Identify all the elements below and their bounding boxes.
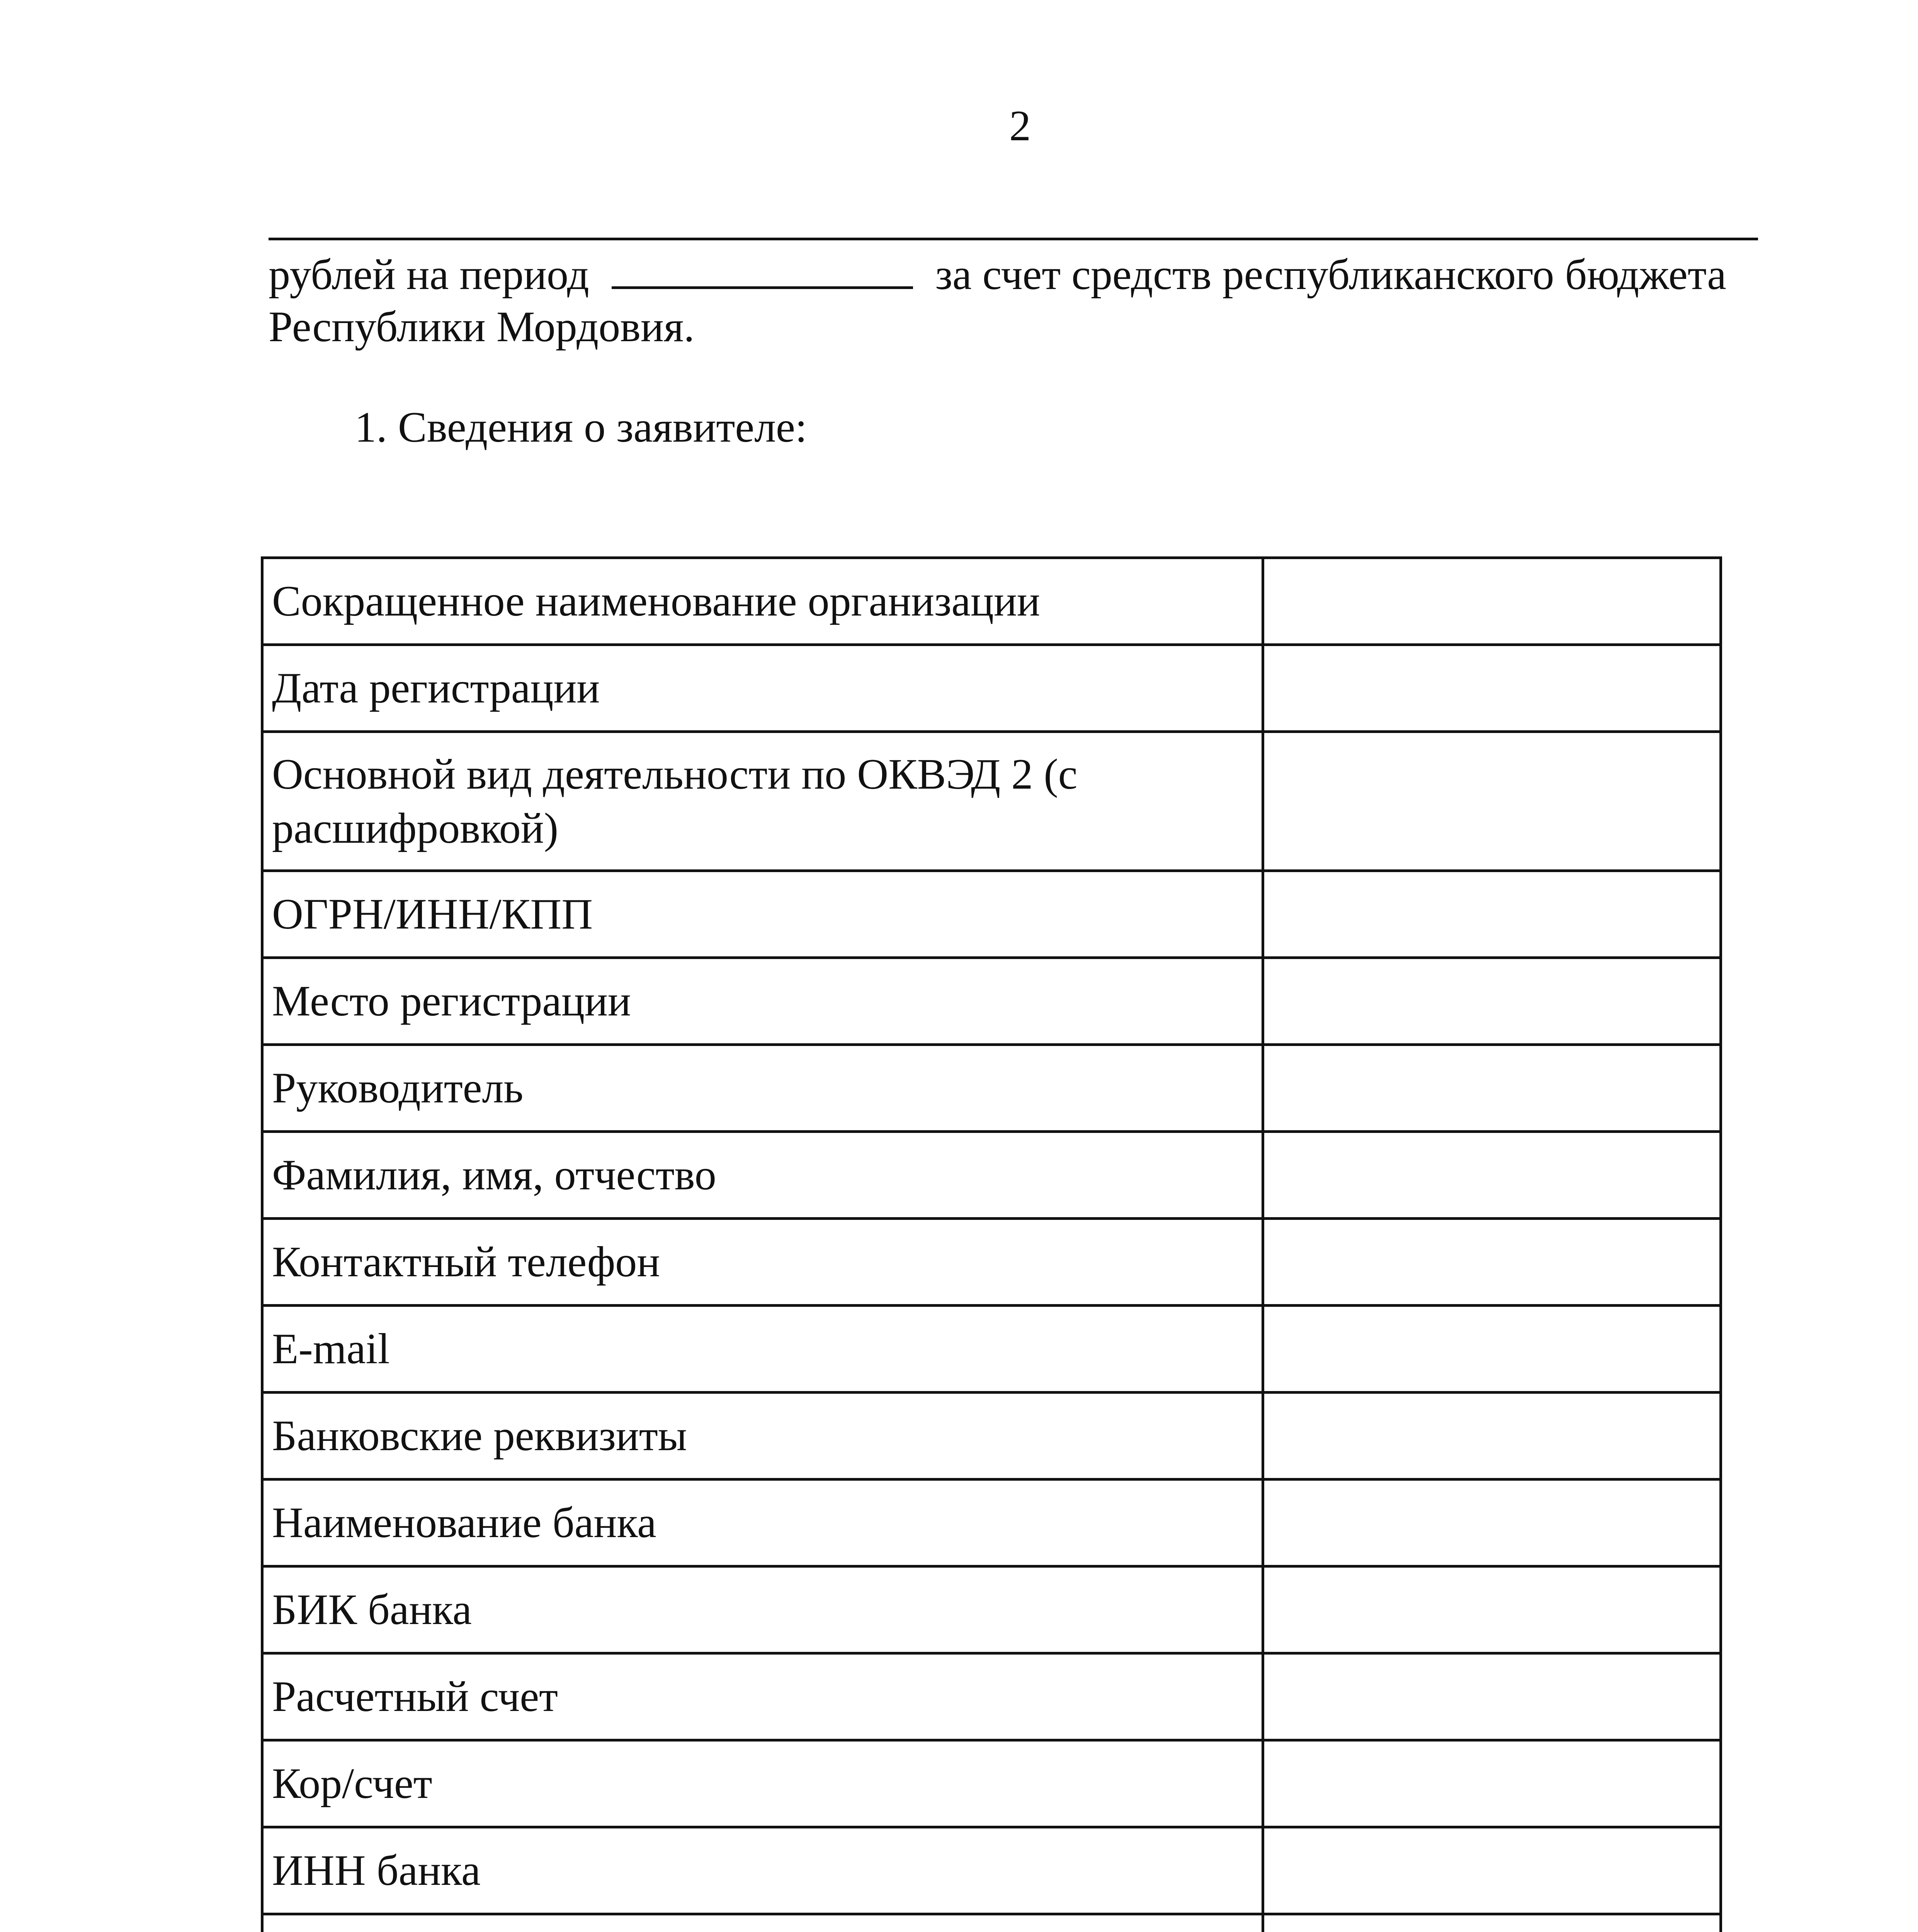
page-number: 2 <box>1009 102 1031 150</box>
table-row <box>262 958 1721 1045</box>
table-row <box>262 1914 1721 1932</box>
field-value[interactable] <box>1263 1914 1721 1932</box>
table-row <box>262 1740 1721 1827</box>
field-label: Расчетный счет <box>262 1653 1263 1740</box>
field-value[interactable] <box>1263 958 1721 1045</box>
field-label: Место регистрации <box>262 958 1263 1045</box>
field-value[interactable] <box>1263 1393 1721 1480</box>
table-row <box>262 1827 1721 1914</box>
table-row <box>262 1653 1721 1740</box>
field-value[interactable] <box>1263 732 1721 871</box>
table-row <box>262 645 1721 732</box>
table-row <box>262 1480 1721 1566</box>
field-label: E-mail <box>262 1306 1263 1393</box>
field-label: Руководитель <box>262 1045 1263 1132</box>
period-line <box>269 251 1726 299</box>
field-value[interactable] <box>1263 1827 1721 1914</box>
section1-heading: 1. Сведения о заявителе: <box>355 403 807 451</box>
field-label: Фамилия, имя, отчество <box>262 1132 1263 1219</box>
field-value[interactable] <box>1263 1740 1721 1827</box>
field-label: БИК банка <box>262 1566 1263 1653</box>
table-row <box>262 871 1721 958</box>
field-label: ОГРН/ИНН/КПП <box>262 871 1263 958</box>
field-label: Контактный телефон <box>262 1219 1263 1306</box>
field-label: Основной вид деятельности по ОКВЭД 2 (с расшифровкой) <box>262 732 1263 871</box>
field-value[interactable] <box>1263 1480 1721 1566</box>
republic-line: Республики Мордовия. <box>269 303 695 351</box>
field-label <box>262 1914 1263 1932</box>
table-row <box>262 732 1721 871</box>
amount-blank-line <box>269 238 1758 240</box>
table-row <box>262 558 1721 645</box>
field-value[interactable] <box>1263 1045 1721 1132</box>
table-row <box>262 1393 1721 1480</box>
field-value[interactable] <box>1263 1132 1721 1219</box>
field-label: ИНН банка <box>262 1827 1263 1914</box>
period-blank <box>612 255 913 289</box>
table-row <box>262 1306 1721 1393</box>
field-value[interactable] <box>1263 871 1721 958</box>
field-value[interactable] <box>1263 1566 1721 1653</box>
field-value[interactable] <box>1263 1653 1721 1740</box>
field-label: Банковские реквизиты <box>262 1393 1263 1480</box>
table-row <box>262 1045 1721 1132</box>
field-label: Сокращенное наименование организации <box>262 558 1263 645</box>
field-value[interactable] <box>1263 1219 1721 1306</box>
field-label: Дата регистрации <box>262 645 1263 732</box>
applicant-info-table <box>261 556 1722 1932</box>
period-label: рублей на период <box>269 251 589 299</box>
table-row <box>262 1566 1721 1653</box>
field-value[interactable] <box>1263 558 1721 645</box>
field-label: Наименование банка <box>262 1480 1263 1566</box>
funding-source-text: за счет средств республиканского бюджета <box>935 251 1726 299</box>
field-label: Кор/счет <box>262 1740 1263 1827</box>
table-row <box>262 1219 1721 1306</box>
field-value[interactable] <box>1263 645 1721 732</box>
table-row <box>262 1132 1721 1219</box>
field-value[interactable] <box>1263 1306 1721 1393</box>
